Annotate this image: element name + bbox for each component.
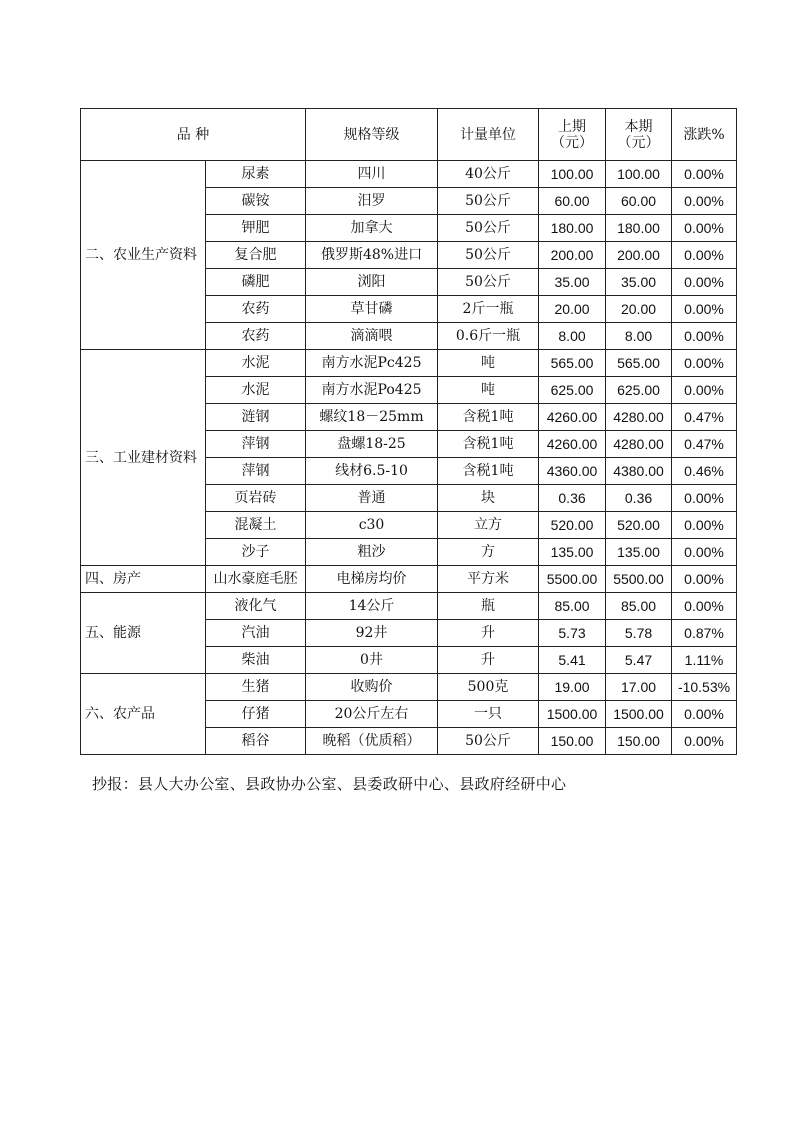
change-cell: 0.00% — [672, 188, 737, 215]
table-row — [81, 350, 737, 377]
prev-price-cell: 4360.00 — [539, 458, 606, 485]
table-row — [81, 593, 737, 620]
curr-price-cell: 85.00 — [606, 593, 672, 620]
spec-cell: 四川 — [306, 161, 438, 188]
curr-price-cell: 5500.00 — [606, 566, 672, 593]
curr-price-cell: 8.00 — [606, 323, 672, 350]
spec-cell: 收购价 — [306, 674, 438, 701]
item-name-cell: 页岩砖 — [206, 485, 306, 512]
spec-cell: 南方水泥Po425 — [306, 377, 438, 404]
category-cell: 五、能源 — [81, 593, 206, 674]
curr-price-cell: 5.78 — [606, 620, 672, 647]
curr-price-cell: 135.00 — [606, 539, 672, 566]
prev-price-cell: 85.00 — [539, 593, 606, 620]
change-cell: 0.00% — [672, 728, 737, 755]
curr-price-cell: 0.36 — [606, 485, 672, 512]
curr-price-cell: 625.00 — [606, 377, 672, 404]
item-name-cell: 稻谷 — [206, 728, 306, 755]
unit-cell: 瓶 — [438, 593, 539, 620]
prev-price-cell: 19.00 — [539, 674, 606, 701]
curr-price-cell: 100.00 — [606, 161, 672, 188]
prev-price-cell: 200.00 — [539, 242, 606, 269]
spec-cell: c30 — [306, 512, 438, 539]
item-name-cell: 尿素 — [206, 161, 306, 188]
curr-price-cell: 20.00 — [606, 296, 672, 323]
category-cell: 六、农产品 — [81, 674, 206, 755]
spec-cell: 加拿大 — [306, 215, 438, 242]
header-curr — [606, 109, 672, 161]
prev-price-cell: 150.00 — [539, 728, 606, 755]
curr-price-cell: 180.00 — [606, 215, 672, 242]
item-name-cell: 汽油 — [206, 620, 306, 647]
item-name-cell: 水泥 — [206, 350, 306, 377]
change-cell: 1.11% — [672, 647, 737, 674]
spec-cell: 晚稻（优质稻） — [306, 728, 438, 755]
curr-price-cell: 35.00 — [606, 269, 672, 296]
unit-cell: 一只 — [438, 701, 539, 728]
change-cell: 0.47% — [672, 431, 737, 458]
prev-price-cell: 180.00 — [539, 215, 606, 242]
header-variety: 品 种 — [81, 109, 306, 161]
item-name-cell: 磷肥 — [206, 269, 306, 296]
change-cell: 0.00% — [672, 539, 737, 566]
change-cell: 0.00% — [672, 377, 737, 404]
change-cell: 0.00% — [672, 701, 737, 728]
category-cell: 四、房产 — [81, 566, 206, 593]
item-name-cell: 农药 — [206, 323, 306, 350]
curr-price-cell: 17.00 — [606, 674, 672, 701]
change-cell: 0.00% — [672, 242, 737, 269]
change-cell: 0.00% — [672, 269, 737, 296]
change-cell: 0.00% — [672, 350, 737, 377]
price-table — [80, 108, 737, 755]
prev-price-cell: 35.00 — [539, 269, 606, 296]
unit-cell: 吨 — [438, 377, 539, 404]
spec-cell: 草甘磷 — [306, 296, 438, 323]
unit-cell: 含税1吨 — [438, 458, 539, 485]
spec-cell: 汨罗 — [306, 188, 438, 215]
header-prev — [539, 109, 606, 161]
change-cell: 0.00% — [672, 323, 737, 350]
unit-cell: 平方米 — [438, 566, 539, 593]
unit-cell: 50公斤 — [438, 242, 539, 269]
unit-cell: 方 — [438, 539, 539, 566]
unit-cell: 0.6斤一瓶 — [438, 323, 539, 350]
item-name-cell: 沙子 — [206, 539, 306, 566]
curr-price-cell: 565.00 — [606, 350, 672, 377]
header-prev-line2: （元） — [551, 134, 594, 151]
unit-cell: 50公斤 — [438, 215, 539, 242]
header-unit: 计量单位 — [438, 109, 539, 161]
change-cell: 0.87% — [672, 620, 737, 647]
prev-price-cell: 5.73 — [539, 620, 606, 647]
prev-price-cell: 0.36 — [539, 485, 606, 512]
spec-cell: 线材6.5-10 — [306, 458, 438, 485]
category-cell: 二、农业生产资料 — [81, 161, 206, 350]
spec-cell: 普通 — [306, 485, 438, 512]
item-name-cell: 碳铵 — [206, 188, 306, 215]
unit-cell: 块 — [438, 485, 539, 512]
prev-price-cell: 8.00 — [539, 323, 606, 350]
curr-price-cell: 4280.00 — [606, 431, 672, 458]
spec-cell: 盘螺18-25 — [306, 431, 438, 458]
item-name-cell: 钾肥 — [206, 215, 306, 242]
item-name-cell: 农药 — [206, 296, 306, 323]
item-name-cell: 萍钢 — [206, 458, 306, 485]
unit-cell: 2斤一瓶 — [438, 296, 539, 323]
curr-price-cell: 60.00 — [606, 188, 672, 215]
change-cell: 0.00% — [672, 215, 737, 242]
change-cell: 0.00% — [672, 512, 737, 539]
prev-price-cell: 20.00 — [539, 296, 606, 323]
change-cell: 0.00% — [672, 485, 737, 512]
header-curr-line2: （元） — [617, 134, 660, 151]
prev-price-cell: 135.00 — [539, 539, 606, 566]
spec-cell: 螺纹18－25mm — [306, 404, 438, 431]
prev-price-cell: 100.00 — [539, 161, 606, 188]
unit-cell: 立方 — [438, 512, 539, 539]
change-cell: 0.47% — [672, 404, 737, 431]
category-cell: 三、工业建材资料 — [81, 350, 206, 566]
spec-cell: 20公斤左右 — [306, 701, 438, 728]
prev-price-cell: 4260.00 — [539, 404, 606, 431]
unit-cell: 50公斤 — [438, 728, 539, 755]
prev-price-cell: 4260.00 — [539, 431, 606, 458]
change-cell: 0.00% — [672, 296, 737, 323]
curr-price-cell: 150.00 — [606, 728, 672, 755]
curr-price-cell: 4280.00 — [606, 404, 672, 431]
item-name-cell: 柴油 — [206, 647, 306, 674]
table-body — [81, 161, 737, 755]
change-cell: 0.46% — [672, 458, 737, 485]
unit-cell: 含税1吨 — [438, 431, 539, 458]
item-name-cell: 混凝土 — [206, 512, 306, 539]
spec-cell: 粗沙 — [306, 539, 438, 566]
curr-price-cell: 200.00 — [606, 242, 672, 269]
curr-price-cell: 1500.00 — [606, 701, 672, 728]
prev-price-cell: 60.00 — [539, 188, 606, 215]
prev-price-cell: 520.00 — [539, 512, 606, 539]
unit-cell: 50公斤 — [438, 269, 539, 296]
prev-price-cell: 625.00 — [539, 377, 606, 404]
spec-cell: 南方水泥Pc425 — [306, 350, 438, 377]
table-header-row — [81, 109, 737, 161]
prev-price-cell: 1500.00 — [539, 701, 606, 728]
item-name-cell: 水泥 — [206, 377, 306, 404]
item-name-cell: 生猪 — [206, 674, 306, 701]
unit-cell: 40公斤 — [438, 161, 539, 188]
item-name-cell: 液化气 — [206, 593, 306, 620]
header-change: 涨跌% — [672, 109, 737, 161]
table-row — [81, 674, 737, 701]
unit-cell: 吨 — [438, 350, 539, 377]
prev-price-cell: 565.00 — [539, 350, 606, 377]
spec-cell: 俄罗斯48%进口 — [306, 242, 438, 269]
header-curr-line1: 本期 — [624, 118, 653, 135]
table-row — [81, 161, 737, 188]
spec-cell: 14公斤 — [306, 593, 438, 620]
change-cell: 0.00% — [672, 593, 737, 620]
spec-cell: 电梯房均价 — [306, 566, 438, 593]
footer-cc: 抄报：县人大办公室、县政协办公室、县委政研中心、县政府经研中心 — [92, 775, 567, 793]
item-name-cell: 复合肥 — [206, 242, 306, 269]
header-spec: 规格等级 — [306, 109, 438, 161]
prev-price-cell: 5.41 — [539, 647, 606, 674]
item-name-cell: 仔猪 — [206, 701, 306, 728]
unit-cell: 500克 — [438, 674, 539, 701]
unit-cell: 升 — [438, 620, 539, 647]
spec-cell: 滴滴喂 — [306, 323, 438, 350]
prev-price-cell: 5500.00 — [539, 566, 606, 593]
unit-cell: 含税1吨 — [438, 404, 539, 431]
item-name-cell: 山水豪庭毛胚 — [206, 566, 306, 593]
curr-price-cell: 5.47 — [606, 647, 672, 674]
spec-cell: 浏阳 — [306, 269, 438, 296]
item-name-cell: 涟钢 — [206, 404, 306, 431]
table-row — [81, 566, 737, 593]
unit-cell: 50公斤 — [438, 188, 539, 215]
change-cell: 0.00% — [672, 161, 737, 188]
spec-cell: 0井 — [306, 647, 438, 674]
unit-cell: 升 — [438, 647, 539, 674]
change-cell: 0.00% — [672, 566, 737, 593]
item-name-cell: 萍钢 — [206, 431, 306, 458]
curr-price-cell: 4380.00 — [606, 458, 672, 485]
change-cell: -10.53% — [672, 674, 737, 701]
curr-price-cell: 520.00 — [606, 512, 672, 539]
spec-cell: 92井 — [306, 620, 438, 647]
header-prev-line1: 上期 — [558, 118, 587, 135]
